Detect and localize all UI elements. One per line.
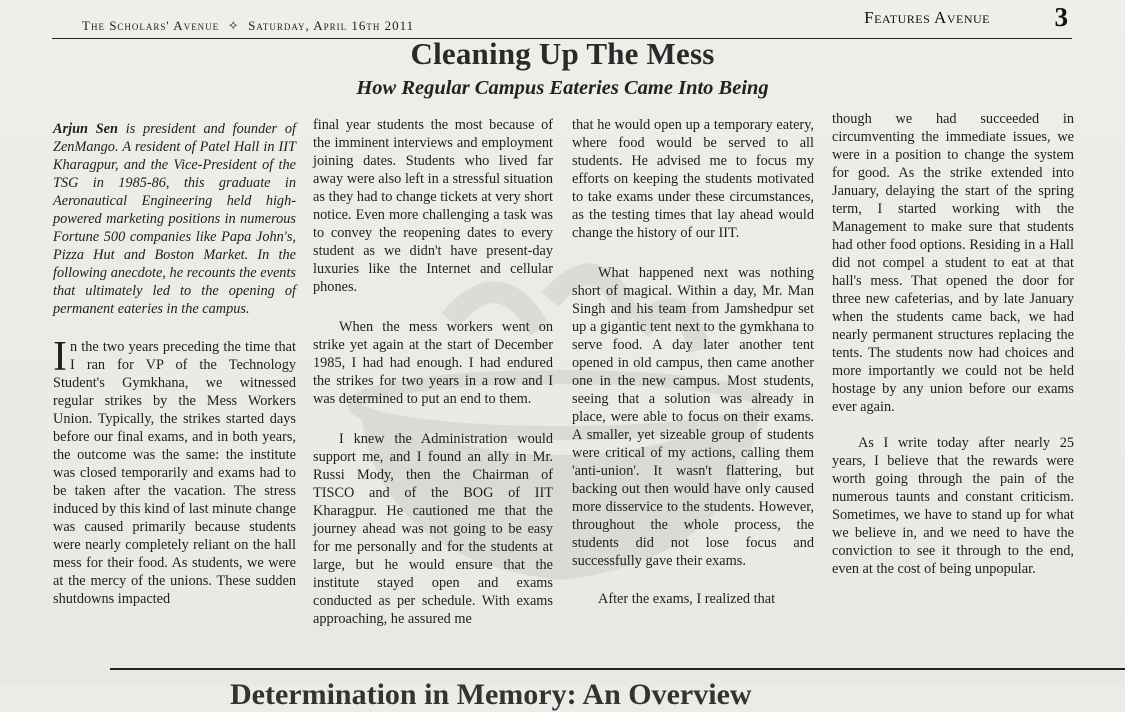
- paragraph-5: that he would open up a temporary eatery, where food would be served to all students. He advised me to focus my efforts on keeping the students motivated to take exams under these circumstances, as the testing times that lay ahead would change the history of our IIT.: [572, 117, 814, 241]
- paragraph-4: I knew the Administration would support me, and I found an ally in Mr. Russi Mody, then the Chairman of TISCO and of the BOG of IIT Kharagpur. He cautioned me that the journey ahead was not going to be easy for me personally and for the students at large, but he would ensure that the institute stayed open and exams conducted as per schedule. With exams approaching, he assured me: [313, 431, 553, 627]
- masthead-publication-date: [82, 18, 414, 34]
- masthead: [52, 2, 1072, 39]
- column-1: [53, 120, 296, 672]
- column-3: [572, 116, 814, 661]
- article-title: Cleaning Up The Mess: [410, 36, 715, 71]
- author-name: Arjun Sen: [53, 121, 118, 137]
- author-intro: [53, 120, 296, 318]
- issue-date: Saturday, April 16th 2011: [248, 18, 415, 33]
- paragraph-3: When the mess workers went on strike yet again at the start of December 1985, I had had enough. I had endured the strikes for two years in a row and I was determined to put an end to them.: [313, 319, 553, 407]
- section-name: Features Avenue: [864, 8, 990, 27]
- paragraph-7: After the exams, I realized that: [598, 591, 776, 607]
- publication-name: The Scholars' Avenue: [82, 18, 220, 33]
- paragraph-2: final year students the most because of the imminent interviews and employment joining dates. Students who lived far away were also left in a stressful situation as they had to change tickets at very short notice. Even more challenging a task was to convey the reopening dates to every student as we didn't have present-day luxuries like the Internet and cellular phones.: [313, 117, 553, 295]
- paragraph-8: though we had succeeded in circumventing the immediate issues, we were in a position to change the system for good. As the strike extended into January, delaying the start of the spring term, I started working with the Management to make sure that students had other food options. Residing in a Hall did not compel a student to eat at that hall's mess. That opened the door for three new cafeterias, and by late January when the students came back, we had nearly permanent structures replacing the tents. The students now had choices and more importantly we could not be held hostage by any union before our exams ever again.: [832, 111, 1074, 415]
- next-headline-text: Determination in Memory: An Overview: [230, 678, 752, 711]
- author-bio: is president and founder of ZenMango. A resident of Patel Hall in IIT Kharagpur, and the Vice-President of the TSG in 1985-86, this graduate in Aeronautical Engineering held high-powered marketing positions in numerous Fortune 500 companies like Papa John's, Pizza Hut and Boston Market. In the following anecdote, he recounts the events that ultimately led to the opening of permanent eateries in the campus.: [53, 121, 296, 317]
- next-article-headline-cropped: [230, 672, 1125, 711]
- paragraph-9: As I write today after nearly 25 years, I believe that the rewards were worth going through the pain of the numerous taunts and constant criticism. Sometimes, we have to stand up for what we believe in, and we need to have the conviction to see it through to the end, even at the cost of being unpopular.: [832, 435, 1074, 577]
- page-number: 3: [1054, 2, 1068, 32]
- column-4: [832, 110, 1074, 666]
- separator-star-icon: ✧: [227, 18, 240, 33]
- paragraph-1-text: n the two years preceding the time that I ran for VP of the Technology Student's Gymkhana, we witnessed regular strikes by the Mess Workers Union. Typically, the strikes started days before our final exams, and in both years, the outcome was the same: the institute was closed temporarily and exams had to be taken after the vacation. The stress induced by this kind of last minute change was caused primarily because students were nearly completely reliant on the hall mess for their food. As students, we were at the mercy of the unions. These sudden shutdowns impacted: [53, 339, 296, 607]
- drop-cap: I: [53, 334, 67, 380]
- bottom-rule: [110, 668, 1125, 670]
- paragraph-1: [53, 334, 296, 608]
- column-2: [313, 116, 553, 672]
- article-subtitle: How Regular Campus Eateries Came Into Being: [356, 77, 769, 99]
- paragraph-6: What happened next was nothing short of magical. Within a day, Mr. Man Singh and his team from Jamshedpur set up a gigantic tent next to the gymkhana to serve food. A day later another tent opened in old campus, then came another one in the new campus. Most students, seeing that a solution was already in place, were able to focus on their exams. A smaller, yet sizeable group of students were critical of my actions, calling them 'anti-union'. It wasn't flattering, but backing out then would have only caused more disservice to the students. However, throughout the whole process, the students did not lose focus and successfully gave their exams.: [572, 265, 814, 569]
